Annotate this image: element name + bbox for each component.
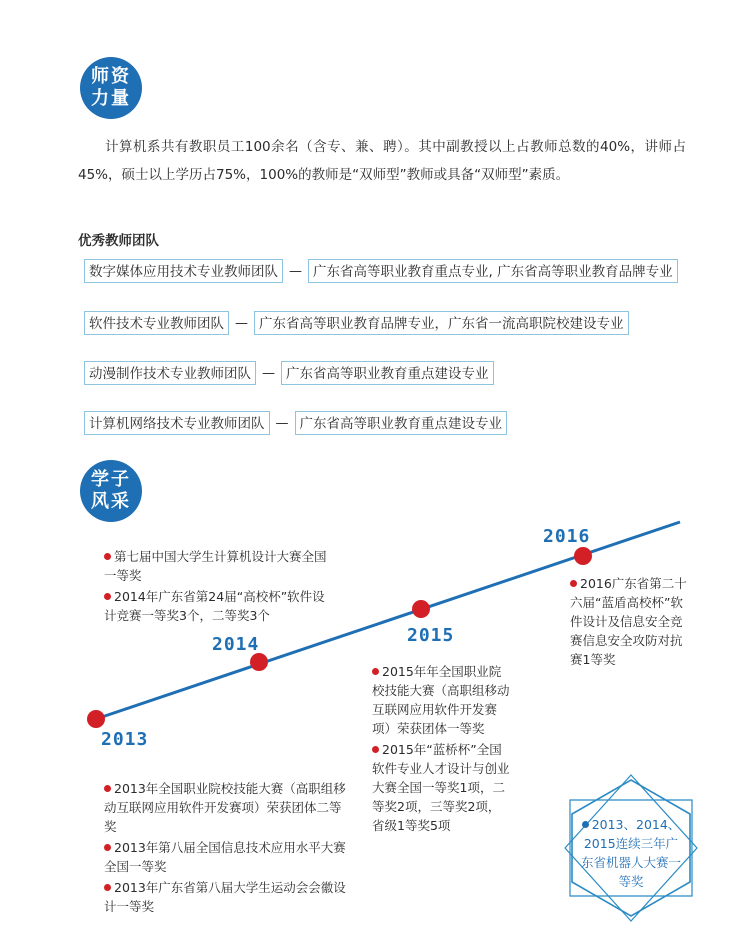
bullet-dot <box>104 785 111 792</box>
achievement-item <box>104 878 346 916</box>
faculty-badge-line1: 师资 <box>91 66 131 87</box>
achievements-2016 <box>570 574 690 671</box>
team-desc: 广东省高等职业教育重点建设专业 <box>295 411 508 435</box>
dash: — <box>275 415 289 431</box>
team-desc: 广东省高等职业教育品牌专业，广东省一流高职院校建设专业 <box>254 311 629 335</box>
dash: — <box>235 315 248 331</box>
achievement-item <box>104 587 336 625</box>
bullet-dot <box>372 746 379 753</box>
year-label-2014: 2014 <box>212 634 260 655</box>
team-name: 软件技术专业教师团队 <box>84 311 229 335</box>
team-name: 数字媒体应用技术专业教师团队 <box>84 259 283 283</box>
achievement-item <box>104 547 336 585</box>
achievement-text: 2015年年全国职业院校技能大赛（高职组移动互联网应用软件开发赛项）荣获团体一等奖 <box>372 664 510 736</box>
dash: — <box>289 263 302 279</box>
timeline-dot-2014 <box>250 653 268 671</box>
timeline-dot-2016 <box>574 547 592 565</box>
team-desc: 广东省高等职业教育重点建设专业 <box>281 361 494 385</box>
achievement-item <box>570 574 690 669</box>
achievement-text: 2014年广东省第24届“高校杯”软件设计竞赛一等奖3个，二等奖3个 <box>104 589 325 623</box>
achievement-item <box>372 662 510 738</box>
bullet-dot <box>104 553 111 560</box>
timeline-dot-2013 <box>87 710 105 728</box>
faculty-badge-line2: 力量 <box>91 88 131 109</box>
bullet-dot <box>104 593 111 600</box>
achievement-item <box>104 779 346 836</box>
achievements-2013 <box>104 779 346 918</box>
students-badge-line2: 风采 <box>91 491 131 512</box>
achievement-item <box>104 838 346 876</box>
team-name: 计算机网络技术专业教师团队 <box>84 411 270 435</box>
achievement-text: 第七届中国大学生计算机设计大赛全国一等奖 <box>104 549 327 583</box>
achievements-2015 <box>372 662 510 837</box>
bullet-dot <box>570 580 577 587</box>
dash: — <box>262 365 275 381</box>
faculty-intro: 计算机系共有教职员工100余名（含专、兼、聘）。其中副教授以上占教师总数的40%，讲师占45%，硕士以上学历占75%，100%的教师是“双师型”教师或具备“双师型”素质。 <box>78 139 686 183</box>
teams-title: 优秀教师团队 <box>78 233 159 249</box>
achievement-text: 2013年全国职业院校技能大赛（高职组移动互联网应用软件开发赛项）荣获团体二等奖 <box>104 781 346 834</box>
bullet-dot <box>582 821 589 828</box>
students-badge-line1: 学子 <box>91 469 131 490</box>
achievement-text: 2013年第八届全国信息技术应用水平大赛全国一等奖 <box>104 840 346 874</box>
achievement-text: 2015年“蓝桥杯”全国软件专业人才设计与创业大赛全国一等奖1项，二等奖2项，三等奖2项，省级1等奖5项 <box>372 742 510 833</box>
achievement-text: 2016广东省第二十六届“蓝盾高校杯”软件设计及信息安全竞赛信息安全攻防对抗赛1等奖 <box>570 576 687 667</box>
achievement-item <box>372 740 510 835</box>
year-label-2016: 2016 <box>543 526 591 547</box>
achievement-text: 2013年广东省第八届大学生运动会会徽设计一等奖 <box>104 880 346 914</box>
bullet-dot <box>372 668 379 675</box>
timeline-dot-2015 <box>412 600 430 618</box>
achievements-2014 <box>104 547 336 627</box>
bullet-dot <box>104 844 111 851</box>
bullet-dot <box>104 884 111 891</box>
year-label-2013: 2013 <box>101 729 149 750</box>
year-label-2015: 2015 <box>407 625 455 646</box>
robot-contest-text: 2013、2014、2015连续三年广东省机器人大赛一等奖 <box>580 817 681 889</box>
team-desc: 广东省高等职业教育重点专业, 广东省高等职业教育品牌专业 <box>308 259 678 283</box>
team-name: 动漫制作技术专业教师团队 <box>84 361 256 385</box>
robot-contest-note <box>578 815 684 891</box>
